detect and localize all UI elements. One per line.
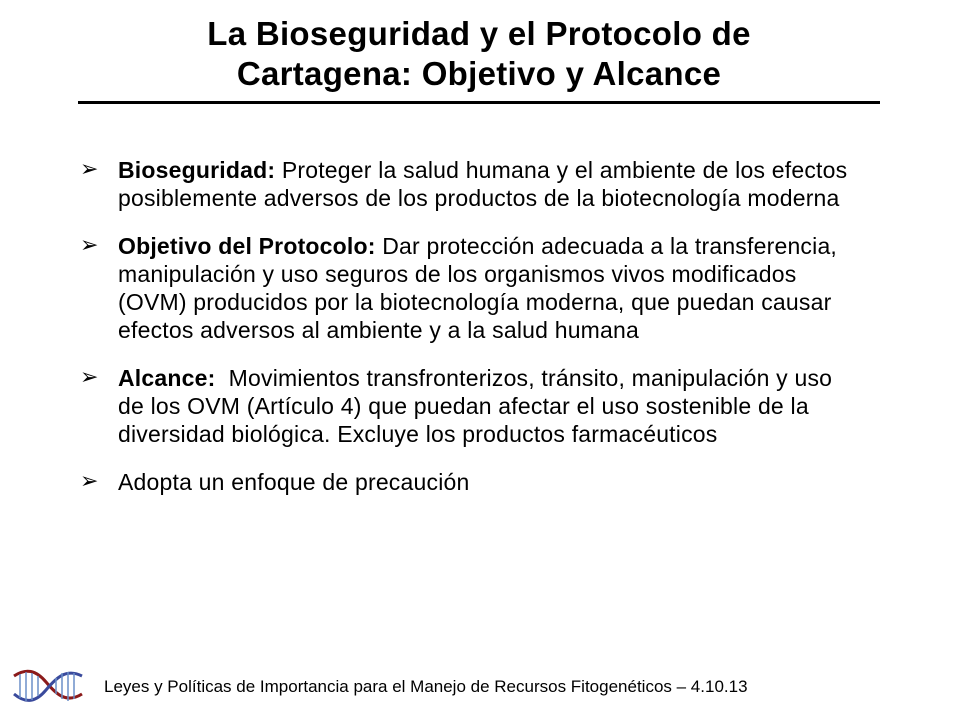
bullet-body: Proteger la salud humana y el ambiente de los efectos posiblemente adversos de los productos de la biotecnología moderna [118,157,848,211]
bullet-label: Objetivo del Protocolo: [118,233,376,259]
bullet-item-precaucion [80,468,860,496]
bullet-body: Adopta un enfoque de precaución [118,469,470,495]
arrow-right-icon: ➢ [80,469,99,494]
bullet-text [118,364,860,448]
dna-helix-icon [12,664,84,710]
bullet-item-objetivo [80,232,860,344]
bullet-text [118,232,860,344]
arrow-right-icon: ➢ [80,365,99,390]
bullet-body: Dar protección adecuada a la transferencia, manipulación y uso seguros de los organismos vivos modificados (OVM) producidos por la biotecnología moderna, que puedan causar efectos adversos al ambiente y a la salud humana [118,233,838,343]
title-line-2: Cartagena: Objetivo y Alcance [236,55,722,92]
bullet-item-bioseguridad [80,156,860,212]
slide-title [78,14,880,94]
arrow-right-icon: ➢ [80,233,99,258]
arrow-right-icon: ➢ [80,157,99,182]
title-underline [78,101,880,104]
bullet-text [118,468,469,496]
slide-footer: Leyes y Políticas de Importancia para el Manejo de Recursos Fitogenéticos – 4.10.13 [104,677,748,696]
bullet-label: Bioseguridad: [118,157,276,183]
bullet-text [118,156,860,212]
title-line-1: La Bioseguridad y el Protocolo de [207,15,751,52]
bullet-body: Movimientos transfronterizos, tránsito, manipulación y uso de los OVM (Artículo 4) que puedan afectar el uso sostenible de la diversidad biológica. Excluye los productos farmacéuticos [118,365,839,447]
bullet-item-alcance [80,364,860,448]
bullet-list [80,156,860,516]
bullet-label: Alcance: [118,365,216,391]
